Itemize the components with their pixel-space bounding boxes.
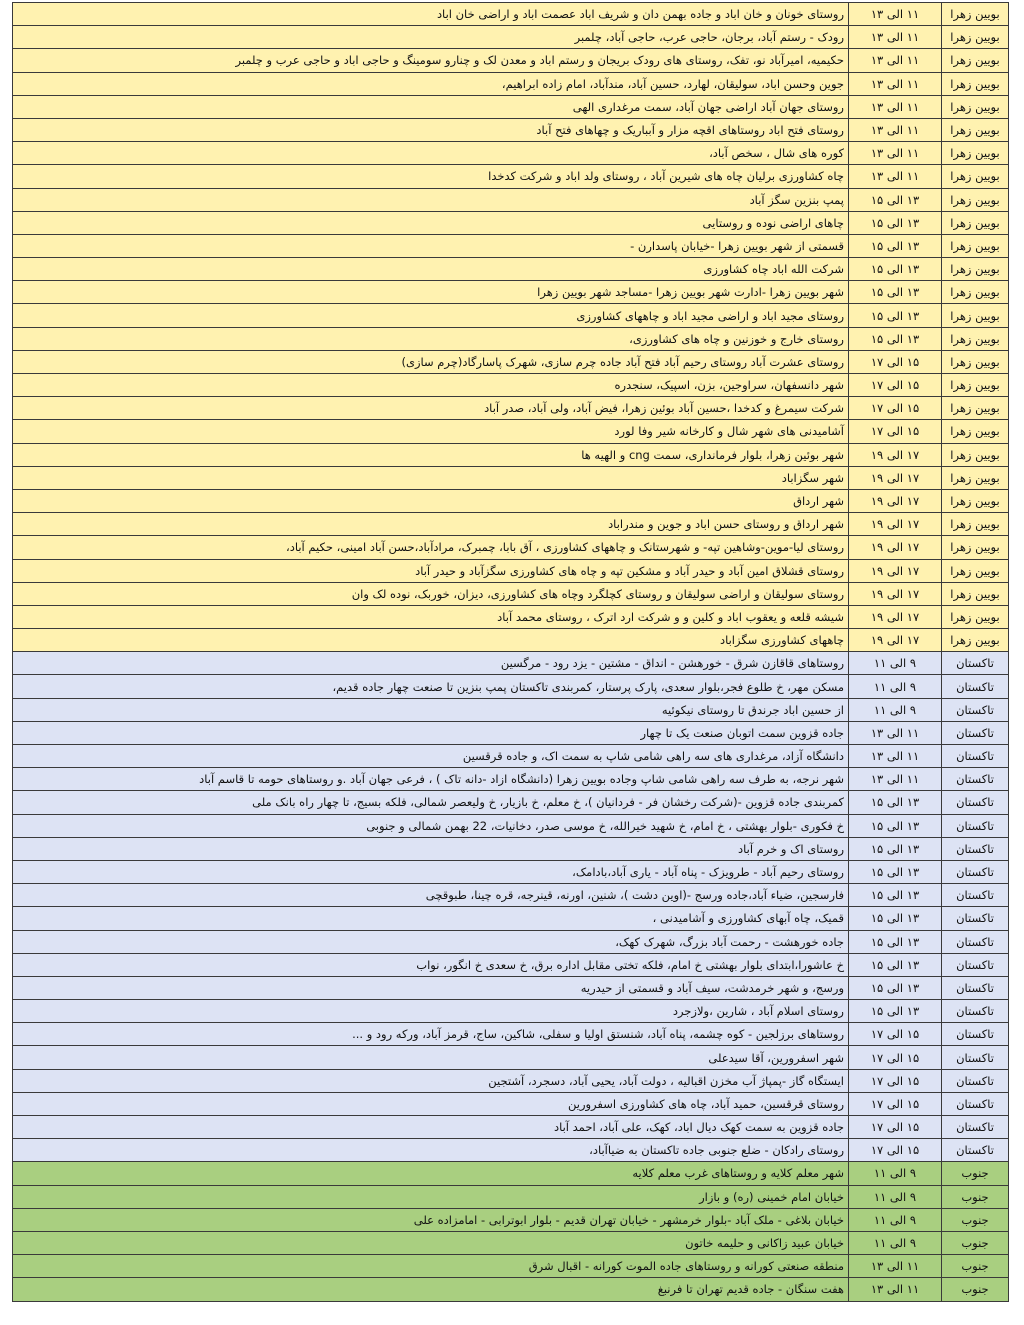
time-cell: ۱۵ الی ۱۷ [849, 374, 942, 397]
time-cell: ۱۳ الی ۱۵ [849, 304, 942, 327]
time-cell: ۱۳ الی ۱۵ [849, 327, 942, 350]
region-cell: تاکستان [942, 675, 1009, 698]
area-cell: شهر ارداق و روستای حسن اباد و جوین و مندراباد [13, 513, 849, 536]
table-row [13, 281, 1009, 304]
table-row [13, 489, 1009, 512]
table-row [13, 1185, 1009, 1208]
time-cell: ۱۷ الی ۱۹ [849, 443, 942, 466]
table-row [13, 1255, 1009, 1278]
region-cell: بویین زهرا [942, 72, 1009, 95]
region-cell: جنوب [942, 1185, 1009, 1208]
area-cell: پمپ بنزین سگز آباد [13, 188, 849, 211]
region-cell: بویین زهرا [942, 118, 1009, 141]
table-row [13, 930, 1009, 953]
region-cell: بویین زهرا [942, 188, 1009, 211]
table-row [13, 976, 1009, 999]
area-cell: روستای قشلاق امین آباد و حیدر آباد و مشکین تپه و چاه های کشاورزی سگزآباد و حیدر آباد [13, 559, 849, 582]
region-cell: تاکستان [942, 745, 1009, 768]
area-cell: خ عاشورا،ابتدای بلوار بهشتی خ امام، فلکه تختی مقابل اداره برق، خ سعدی خ انگور، نواب [13, 953, 849, 976]
area-cell: دانشگاه آزاد، مرغداری های سه راهی شامی شاپ به سمت اک، و جاده قرقسین [13, 745, 849, 768]
time-cell: ۱۳ الی ۱۵ [849, 953, 942, 976]
area-cell: کوره های شال ، سخص آباد، [13, 142, 849, 165]
area-cell: روستای خارج و خوزنین و چاه های کشاورزی، [13, 327, 849, 350]
area-cell: روستای جهان آباد اراضی جهان آباد، سمت مرغداری الهی [13, 95, 849, 118]
time-cell: ۱۳ الی ۱۵ [849, 791, 942, 814]
time-cell: ۱۱ الی ۱۳ [849, 165, 942, 188]
region-cell: جنوب [942, 1231, 1009, 1254]
time-cell: ۹ الی ۱۱ [849, 1185, 942, 1208]
outage-schedule-table [12, 2, 1009, 1302]
table-row [13, 1092, 1009, 1115]
region-cell: تاکستان [942, 930, 1009, 953]
time-cell: ۹ الی ۱۱ [849, 1162, 942, 1185]
area-cell: خیابان امام خمینی (ره) و بازار [13, 1185, 849, 1208]
region-cell: تاکستان [942, 953, 1009, 976]
table-row [13, 559, 1009, 582]
time-cell: ۱۵ الی ۱۷ [849, 350, 942, 373]
region-cell: بویین زهرا [942, 3, 1009, 26]
region-cell: تاکستان [942, 976, 1009, 999]
table-row [13, 675, 1009, 698]
region-cell: بویین زهرا [942, 374, 1009, 397]
area-cell: هفت سنگان - جاده قدیم تهران تا فرنبغ [13, 1278, 849, 1301]
area-cell: خیابان بلاغی - ملک آباد -بلوار خرمشهر - خیابان تهران قدیم - بلوار ابوترابی - امامزاده علی [13, 1208, 849, 1231]
table-row [13, 1116, 1009, 1139]
area-cell: شیشه قلعه و یعقوب اباد و کلین و و شرکت ارد اترک ، روستای محمد آباد [13, 605, 849, 628]
area-cell: روستاهای قاقازن شرق - خورهشن - انداق - مشتین - یزد رود - مرگسین [13, 652, 849, 675]
area-cell: جوین وحسن اباد، سولیقان، لهارد، حسین آباد، مندآباد، امام زاده ابراهیم، [13, 72, 849, 95]
table-row [13, 860, 1009, 883]
table-row [13, 953, 1009, 976]
area-cell: روستای رحیم آباد - طرویزک - پناه آباد - یاری آباد،بادامک، [13, 860, 849, 883]
region-cell: تاکستان [942, 814, 1009, 837]
time-cell: ۱۵ الی ۱۷ [849, 1069, 942, 1092]
region-cell: جنوب [942, 1255, 1009, 1278]
table-row [13, 49, 1009, 72]
table-row [13, 95, 1009, 118]
table-row [13, 350, 1009, 373]
region-cell: تاکستان [942, 721, 1009, 744]
time-cell: ۱۷ الی ۱۹ [849, 536, 942, 559]
time-cell: ۱۵ الی ۱۷ [849, 1046, 942, 1069]
table-row [13, 1278, 1009, 1301]
area-cell: کمربندی جاده قزوین -(شرکت رخشان فر - فردانیان )، خ معلم، خ بازیار، خ ولیعصر شمالی، فلکه بسیج، تا چهار راه بانک ملی [13, 791, 849, 814]
table-row [13, 652, 1009, 675]
time-cell: ۱۳ الی ۱۵ [849, 281, 942, 304]
table-row [13, 1000, 1009, 1023]
area-cell: روستای رادکان - ضلع جنوبی جاده تاکستان به ضیاآباد، [13, 1139, 849, 1162]
table-row [13, 304, 1009, 327]
area-cell: شرکت الله اباد چاه کشاورزی [13, 258, 849, 281]
region-cell: بویین زهرا [942, 95, 1009, 118]
area-cell: شرکت سیمرغ و کدخدا ،حسین آباد بوئین زهرا، فیض آباد، ولی آباد، صدر آباد [13, 397, 849, 420]
area-cell: آشامیدنی های شهر شال و کارخانه شیر وفا لورد [13, 420, 849, 443]
time-cell: ۱۱ الی ۱۳ [849, 142, 942, 165]
table-row [13, 698, 1009, 721]
time-cell: ۱۵ الی ۱۷ [849, 397, 942, 420]
region-cell: بویین زهرا [942, 165, 1009, 188]
area-cell: از حسین اباد جرندق تا روستای نیکوئیه [13, 698, 849, 721]
time-cell: ۱۳ الی ۱۵ [849, 211, 942, 234]
table-row [13, 26, 1009, 49]
time-cell: ۱۱ الی ۱۳ [849, 95, 942, 118]
region-cell: تاکستان [942, 1139, 1009, 1162]
time-cell: ۱۵ الی ۱۷ [849, 1092, 942, 1115]
table-row [13, 420, 1009, 443]
table-row [13, 605, 1009, 628]
table-row [13, 1023, 1009, 1046]
area-cell: خیابان عبید زاکانی و حلیمه خاتون [13, 1231, 849, 1254]
time-cell: ۱۷ الی ۱۹ [849, 513, 942, 536]
region-cell: بویین زهرا [942, 489, 1009, 512]
time-cell: ۱۱ الی ۱۳ [849, 745, 942, 768]
region-cell: بویین زهرا [942, 350, 1009, 373]
area-cell: ورسج، و شهر خرمدشت، سیف آباد و قسمتی از حیدریه [13, 976, 849, 999]
table-row [13, 582, 1009, 605]
table-row [13, 629, 1009, 652]
region-cell: جنوب [942, 1278, 1009, 1301]
time-cell: ۱۱ الی ۱۳ [849, 26, 942, 49]
table-row [13, 118, 1009, 141]
region-cell: بویین زهرا [942, 420, 1009, 443]
time-cell: ۱۵ الی ۱۷ [849, 1023, 942, 1046]
region-cell: بویین زهرا [942, 629, 1009, 652]
time-cell: ۱۳ الی ۱۵ [849, 837, 942, 860]
table-row [13, 837, 1009, 860]
area-cell: روستای اک و خرم آباد [13, 837, 849, 860]
region-cell: تاکستان [942, 768, 1009, 791]
area-cell: روستای خونان و خان اباد و جاده بهمن دان و شریف اباد عصمت اباد و اراضی خان اباد [13, 3, 849, 26]
table-row [13, 745, 1009, 768]
area-cell: فارسجین، ضیاء آباد،جاده ورسج -(اوین دشت )، شنین، اورنه، قینرجه، قره چینا، طبوقچی [13, 884, 849, 907]
area-cell: شهر دانسفهان، سراوجین، بزن، اسپیک، سنجدره [13, 374, 849, 397]
area-cell: شهر بویین زهرا -ادارت شهر بویین زهرا -مساجد شهر بویین زهرا [13, 281, 849, 304]
table-row [13, 1069, 1009, 1092]
region-cell: بویین زهرا [942, 211, 1009, 234]
time-cell: ۱۷ الی ۱۹ [849, 559, 942, 582]
table-row [13, 814, 1009, 837]
table-body [13, 3, 1009, 1302]
region-cell: تاکستان [942, 791, 1009, 814]
area-cell: روستای اسلام آباد ، شارین ،ولازجرد [13, 1000, 849, 1023]
region-cell: تاکستان [942, 907, 1009, 930]
time-cell: ۱۱ الی ۱۳ [849, 1278, 942, 1301]
region-cell: بویین زهرا [942, 605, 1009, 628]
table-row [13, 234, 1009, 257]
time-cell: ۱۳ الی ۱۵ [849, 907, 942, 930]
region-cell: بویین زهرا [942, 234, 1009, 257]
area-cell: جاده قزوین سمت اتوبان صنعت یک تا چهار [13, 721, 849, 744]
region-cell: بویین زهرا [942, 397, 1009, 420]
table-row [13, 188, 1009, 211]
table-row [13, 907, 1009, 930]
area-cell: رودک - رستم آباد، برجان، حاجی عرب، حاجی آباد، چلمبر [13, 26, 849, 49]
table-row [13, 142, 1009, 165]
time-cell: ۱۵ الی ۱۷ [849, 1139, 942, 1162]
table-row [13, 211, 1009, 234]
time-cell: ۹ الی ۱۱ [849, 1208, 942, 1231]
table-row [13, 466, 1009, 489]
time-cell: ۱۷ الی ۱۹ [849, 466, 942, 489]
time-cell: ۹ الی ۱۱ [849, 698, 942, 721]
region-cell: تاکستان [942, 698, 1009, 721]
time-cell: ۱۷ الی ۱۹ [849, 629, 942, 652]
area-cell: روستای سولیقان و اراضی سولیقان و روستای کچلگرد وچاه های کشاورزی، دیزان، خوربک، نوده لک وان [13, 582, 849, 605]
region-cell: تاکستان [942, 860, 1009, 883]
area-cell: چاهای اراضی نوده و روستایی [13, 211, 849, 234]
area-cell: روستاهای برزلجین - کوه چشمه، پناه آباد، شنستق اولیا و سفلی، شاکین، ساج، قرمز آباد، ورکه رود و ... [13, 1023, 849, 1046]
area-cell: قسمتی از شهر بویین زهرا -خیابان پاسدارن - [13, 234, 849, 257]
area-cell: شهر معلم کلایه و روستاهای غرب معلم کلایه [13, 1162, 849, 1185]
area-cell: روستای قرقسین، حمید آباد، چاه های کشاورزی اسفرورین [13, 1092, 849, 1115]
area-cell: شهر نرجه، به طرف سه راهی شامی شاپ وجاده بویین زهرا (دانشگاه ازاد -دانه تاک ) ، فرعی جهان آباد .و روستاهای حومه تا قاسم آباد [13, 768, 849, 791]
area-cell: شهر ارداق [13, 489, 849, 512]
table-row [13, 443, 1009, 466]
time-cell: ۹ الی ۱۱ [849, 675, 942, 698]
region-cell: بویین زهرا [942, 142, 1009, 165]
time-cell: ۱۱ الی ۱۳ [849, 49, 942, 72]
time-cell: ۱۳ الی ۱۵ [849, 258, 942, 281]
table-row [13, 165, 1009, 188]
time-cell: ۱۳ الی ۱۵ [849, 884, 942, 907]
time-cell: ۱۳ الی ۱۵ [849, 976, 942, 999]
table-row [13, 3, 1009, 26]
area-cell: روستای مجید اباد و اراضی مجید اباد و چاههای کشاورزی [13, 304, 849, 327]
region-cell: تاکستان [942, 1023, 1009, 1046]
time-cell: ۱۱ الی ۱۳ [849, 72, 942, 95]
region-cell: جنوب [942, 1208, 1009, 1231]
time-cell: ۱۷ الی ۱۹ [849, 582, 942, 605]
region-cell: تاکستان [942, 1069, 1009, 1092]
area-cell: روستای فتح اباد روستاهای اقچه مزار و آبباریک و چهاهای فتح آباد [13, 118, 849, 141]
region-cell: بویین زهرا [942, 258, 1009, 281]
time-cell: ۱۱ الی ۱۳ [849, 1255, 942, 1278]
time-cell: ۹ الی ۱۱ [849, 1231, 942, 1254]
area-cell: شهر اسفرورین، آقا سیدعلی [13, 1046, 849, 1069]
region-cell: بویین زهرا [942, 304, 1009, 327]
time-cell: ۹ الی ۱۱ [849, 652, 942, 675]
time-cell: ۱۱ الی ۱۳ [849, 3, 942, 26]
area-cell: چاه کشاورزی برلیان چاه های شیرین آباد ، روستای ولد اباد و شرکت کدخدا [13, 165, 849, 188]
area-cell: مسکن مهر، خ طلوع فجر،بلوار سعدی، پارک پرستار، کمربندی تاکستان پمپ بنزین تا صنعت چهار جاده قدیم، [13, 675, 849, 698]
time-cell: ۱۳ الی ۱۵ [849, 814, 942, 837]
table-row [13, 1139, 1009, 1162]
region-cell: بویین زهرا [942, 536, 1009, 559]
area-cell: ایستگاه گاز -پمپاژ آب مخزن اقبالیه ، دولت آباد، یحیی آباد، دسجرد، آشتجین [13, 1069, 849, 1092]
area-cell: قمیک، چاه آبهای کشاورزی و آشامیدنی ، [13, 907, 849, 930]
area-cell: خ فکوری -بلوار بهشتی ، خ امام، خ شهید خیرالله، خ موسی صدر، دخانیات، 22 بهمن شمالی و جنوبی [13, 814, 849, 837]
table-row [13, 258, 1009, 281]
area-cell: شهر سگزاباد [13, 466, 849, 489]
region-cell: بویین زهرا [942, 49, 1009, 72]
region-cell: بویین زهرا [942, 582, 1009, 605]
table-row [13, 536, 1009, 559]
table-row [13, 327, 1009, 350]
region-cell: بویین زهرا [942, 466, 1009, 489]
area-cell: روستای عشرت آباد روستای رحیم آباد فتح آباد جاده چرم سازی، شهرک پاسارگاد(چرم سازی) [13, 350, 849, 373]
time-cell: ۱۳ الی ۱۵ [849, 1000, 942, 1023]
time-cell: ۱۱ الی ۱۳ [849, 768, 942, 791]
table-row [13, 884, 1009, 907]
area-cell: چاههای کشاورزی سگزاباد [13, 629, 849, 652]
time-cell: ۱۳ الی ۱۵ [849, 930, 942, 953]
time-cell: ۱۵ الی ۱۷ [849, 420, 942, 443]
table-row [13, 1162, 1009, 1185]
region-cell: جنوب [942, 1162, 1009, 1185]
region-cell: تاکستان [942, 1092, 1009, 1115]
region-cell: تاکستان [942, 1046, 1009, 1069]
region-cell: تاکستان [942, 837, 1009, 860]
table-row [13, 72, 1009, 95]
area-cell: روستای لیا-موین-وشاهین تپه- و شهرستانک و چاههای کشاورزی ، آق بابا، چمبرک، مرادآباد،حسن آباد امینی، حکیم آباد، [13, 536, 849, 559]
area-cell: شهر بوئین زهرا، بلوار فرمانداری، سمت cng و الهیه ها [13, 443, 849, 466]
table-row [13, 1231, 1009, 1254]
table-row [13, 397, 1009, 420]
region-cell: بویین زهرا [942, 281, 1009, 304]
region-cell: بویین زهرا [942, 443, 1009, 466]
table-row [13, 721, 1009, 744]
time-cell: ۱۵ الی ۱۷ [849, 1116, 942, 1139]
region-cell: بویین زهرا [942, 559, 1009, 582]
time-cell: ۱۷ الی ۱۹ [849, 489, 942, 512]
area-cell: جاده قزوین به سمت کهک دیال اباد، کهک، علی آباد، احمد آباد [13, 1116, 849, 1139]
region-cell: بویین زهرا [942, 513, 1009, 536]
table-row [13, 791, 1009, 814]
table-row [13, 374, 1009, 397]
time-cell: ۱۳ الی ۱۵ [849, 860, 942, 883]
region-cell: بویین زهرا [942, 26, 1009, 49]
time-cell: ۱۳ الی ۱۵ [849, 188, 942, 211]
time-cell: ۱۳ الی ۱۵ [849, 234, 942, 257]
region-cell: تاکستان [942, 884, 1009, 907]
table-row [13, 1046, 1009, 1069]
area-cell: جاده خورهشت - رحمت آباد بزرگ، شهرک کهک، [13, 930, 849, 953]
region-cell: تاکستان [942, 652, 1009, 675]
time-cell: ۱۱ الی ۱۳ [849, 721, 942, 744]
table-row [13, 768, 1009, 791]
region-cell: بویین زهرا [942, 327, 1009, 350]
area-cell: حکیمیه، امیرآباد نو، تفک، روستای های رودک بریجان و رستم اباد و معدن لک و چنارو سومینگ و حاجی اباد و حاجی عرب و چلمبر [13, 49, 849, 72]
area-cell: منطقه صنعتی کورانه و روستاهای جاده الموت کورانه - اقبال شرق [13, 1255, 849, 1278]
table-row [13, 513, 1009, 536]
region-cell: تاکستان [942, 1116, 1009, 1139]
region-cell: تاکستان [942, 1000, 1009, 1023]
time-cell: ۱۷ الی ۱۹ [849, 605, 942, 628]
table-row [13, 1208, 1009, 1231]
time-cell: ۱۱ الی ۱۳ [849, 118, 942, 141]
